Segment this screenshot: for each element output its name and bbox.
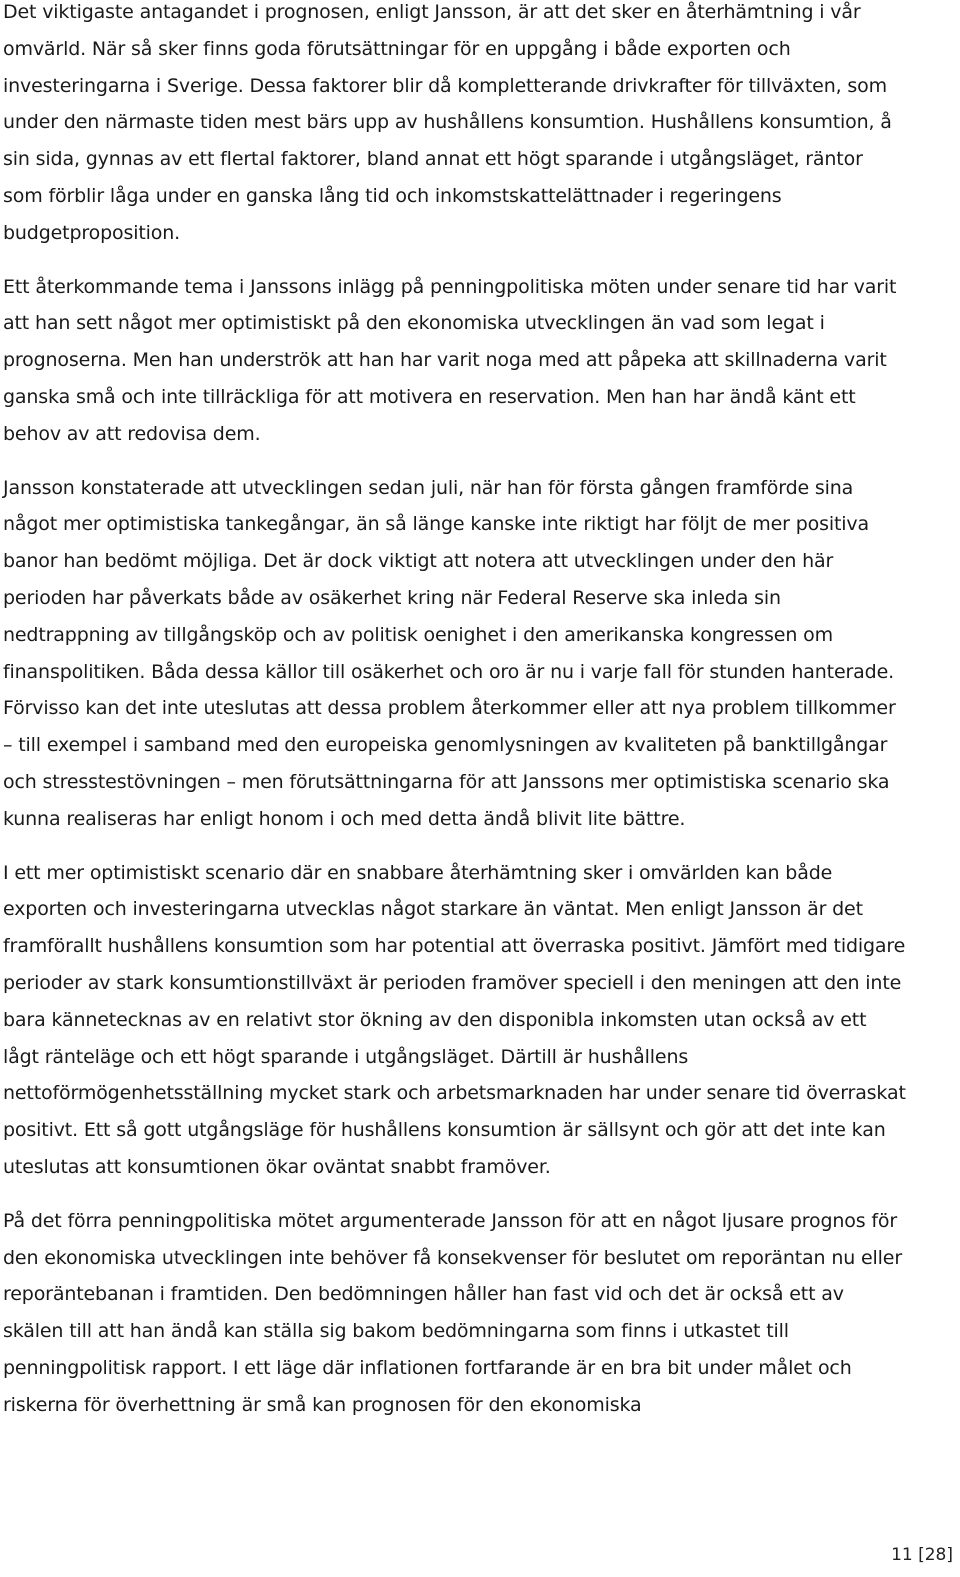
paragraph-1: Det viktigaste antagandet i prognosen, enligt Jansson, är att det sker en återhämtning i vår omvärld. När så sker finns goda förutsättningar för en uppgång i både exporten och investeringarna i Sverige. Dessa faktorer blir då kompletterande drivkrafter för tillväxten, som under den närmaste tiden mest bärs upp av hushållens konsumtion. Hushållens konsumtion, å sin sida, gynnas av ett flertal faktorer, bland annat ett högt sparande i utgångsläget, räntor som förblir låga under en ganska lång tid och inkomstskattelättnader i regeringens budgetproposition.: [3, 1, 892, 244]
paragraph-4: I ett mer optimistiskt scenario där en snabbare återhämtning sker i omvärlden kan både exporten och investeringarna utvecklas något starkare än väntat. Men enligt Jansson är det framförallt hushållens konsumtion som har potential att överraska positivt. Jämfört med tidigare perioder av stark konsumtionstillväxt är perioden framöver speciell i den meningen att den inte bara kännetecknas av en relativt stor ökning av den disponibla inkomsten utan också av ett lågt ränteläge och ett högt sparande i utgångsläget. Därtill är hushållens nettoförmögenhetsställning mycket stark och arbetsmarknaden har under senare tid överraskat positivt. Ett så gott utgångsläge för hushållens konsumtion är sällsynt och gör att det inte kan uteslutas att konsumtionen ökar oväntat snabbt framöver.: [3, 861, 906, 1178]
page-number: 11 [28]: [891, 1545, 953, 1565]
paragraph-3: Jansson konstaterade att utvecklingen sedan juli, när han för första gången framförde sina något mer optimistiska tankegångar, än så länge kanske inte riktigt har följt de mer positiva banor han bedömt möjliga. Det är dock viktigt att notera att utvecklingen under den här perioden har påverkats både av osäkerhet kring när Federal Reserve ska inleda sin nedtrappning av tillgångsköp och av politisk oenighet i den amerikanska kongressen om finanspolitiken. Båda dessa källor till osäkerhet och oro är nu i varje fall för stunden hanterade. Förvisso kan det inte uteslutas att dessa problem återkommer eller att nya problem tillkommer – till exempel i samband med den europeiska genomlysningen av kvaliteten på banktillgångar och stresstestövningen – men förutsättningarna för att Janssons mer optimistiska scenario ska kunna realiseras har enligt honom i och med detta ändå blivit lite bättre.: [3, 476, 896, 830]
paragraph-2: Ett återkommande tema i Janssons inlägg på penningpolitiska möten under senare tid har varit att han sett något mer optimistiskt på den ekonomiska utvecklingen än vad som legat i prognoserna. Men han underströk att han har varit noga med att påpeka att skillnaderna varit ganska små och inte tillräckliga för att motivera en reservation. Men han har ändå känt ett behov av att redovisa dem.: [3, 275, 897, 445]
paragraph-5: På det förra penningpolitiska mötet argumenterade Jansson för att en något ljusare prognos för den ekonomiska utvecklingen inte behöver få konsekvenser för beslutet om reporäntan nu eller reporäntebanan i framtiden. Den bedömningen håller han fast vid och det är också ett av skälen till att han ändå kan ställa sig bakom bedömningarna som finns i utkastet till penningpolitisk rapport. I ett läge där inflationen fortfarande är en bra bit under målet och riskerna för överhettning är små kan prognosen för den ekonomiska: [3, 1209, 902, 1416]
body-text: [3, 0, 908, 1440]
